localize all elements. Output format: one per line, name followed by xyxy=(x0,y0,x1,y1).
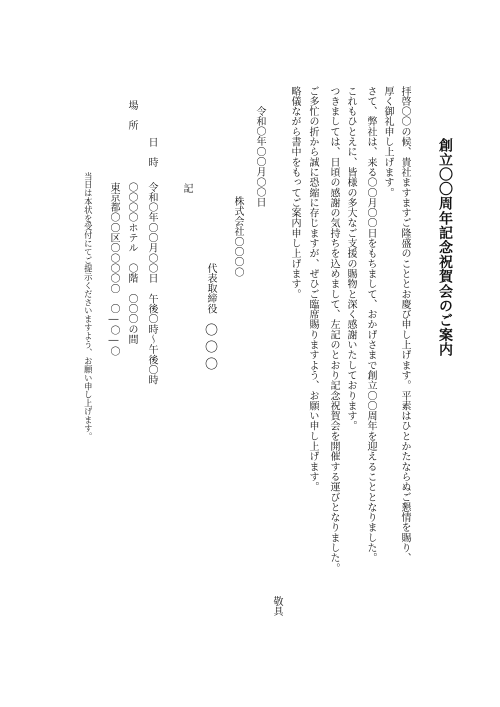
time-label: 日 時 xyxy=(146,137,157,168)
ki-marker: 記 xyxy=(181,183,192,194)
rep-name: 〇〇〇 xyxy=(202,323,217,374)
letter-date: 令和〇年〇〇月〇〇日 xyxy=(254,106,265,208)
body-line-1: 拝啓〇〇の候、貴社ますますご隆盛のこととお慶び申し上げます。平素はひとかたならぬご懇情を賜り、 xyxy=(399,86,410,564)
place-value-1: 〇〇〇〇ホテル 〇階 〇〇〇の間 xyxy=(126,182,137,345)
time-value: 令和〇年〇〇月〇〇日 午後〇時～午後〇時 xyxy=(146,182,157,385)
body-line-2: 厚く御礼申し上げます。 xyxy=(382,86,393,198)
rep-title: 代表取締役 xyxy=(205,263,216,314)
place-value-2: 東京都〇〇区〇〇〇〇〇 〇―〇―〇 xyxy=(108,182,119,357)
footer-note: 当日は本状を受付にてご提示くださいますよう、お願い申し上げます。 xyxy=(83,172,94,441)
body-line-3: さて、弊社は、来る〇〇月〇〇日をもちまして、おかげさまで創立〇〇周年を迎えることとなりました。 xyxy=(365,86,376,564)
body-line-7: 略儀ながら書中をもってご案内申し上げます。 xyxy=(289,86,300,300)
closing-keigu: 敬具 xyxy=(271,596,282,617)
company-name: 株式会社〇〇〇〇 xyxy=(232,196,243,278)
body-line-4: これもひとえに、皆様の多大なご支援の賜物と深く感謝いたしております。 xyxy=(345,86,356,432)
letter-title: 創立〇〇周年記念祝賀会のご案内 xyxy=(437,138,453,357)
place-label: 場 所 xyxy=(126,100,137,131)
body-line-6: ご多忙の折から誠に恐縮に存じますが、ぜひご臨席賜りますよう、お願い申し上げます。 xyxy=(307,86,318,492)
body-line-5: つきましては、日頃の感謝の気持ちを込めまして、左記のとおり記念祝賀会を開催する運びとなりました。 xyxy=(328,86,339,574)
